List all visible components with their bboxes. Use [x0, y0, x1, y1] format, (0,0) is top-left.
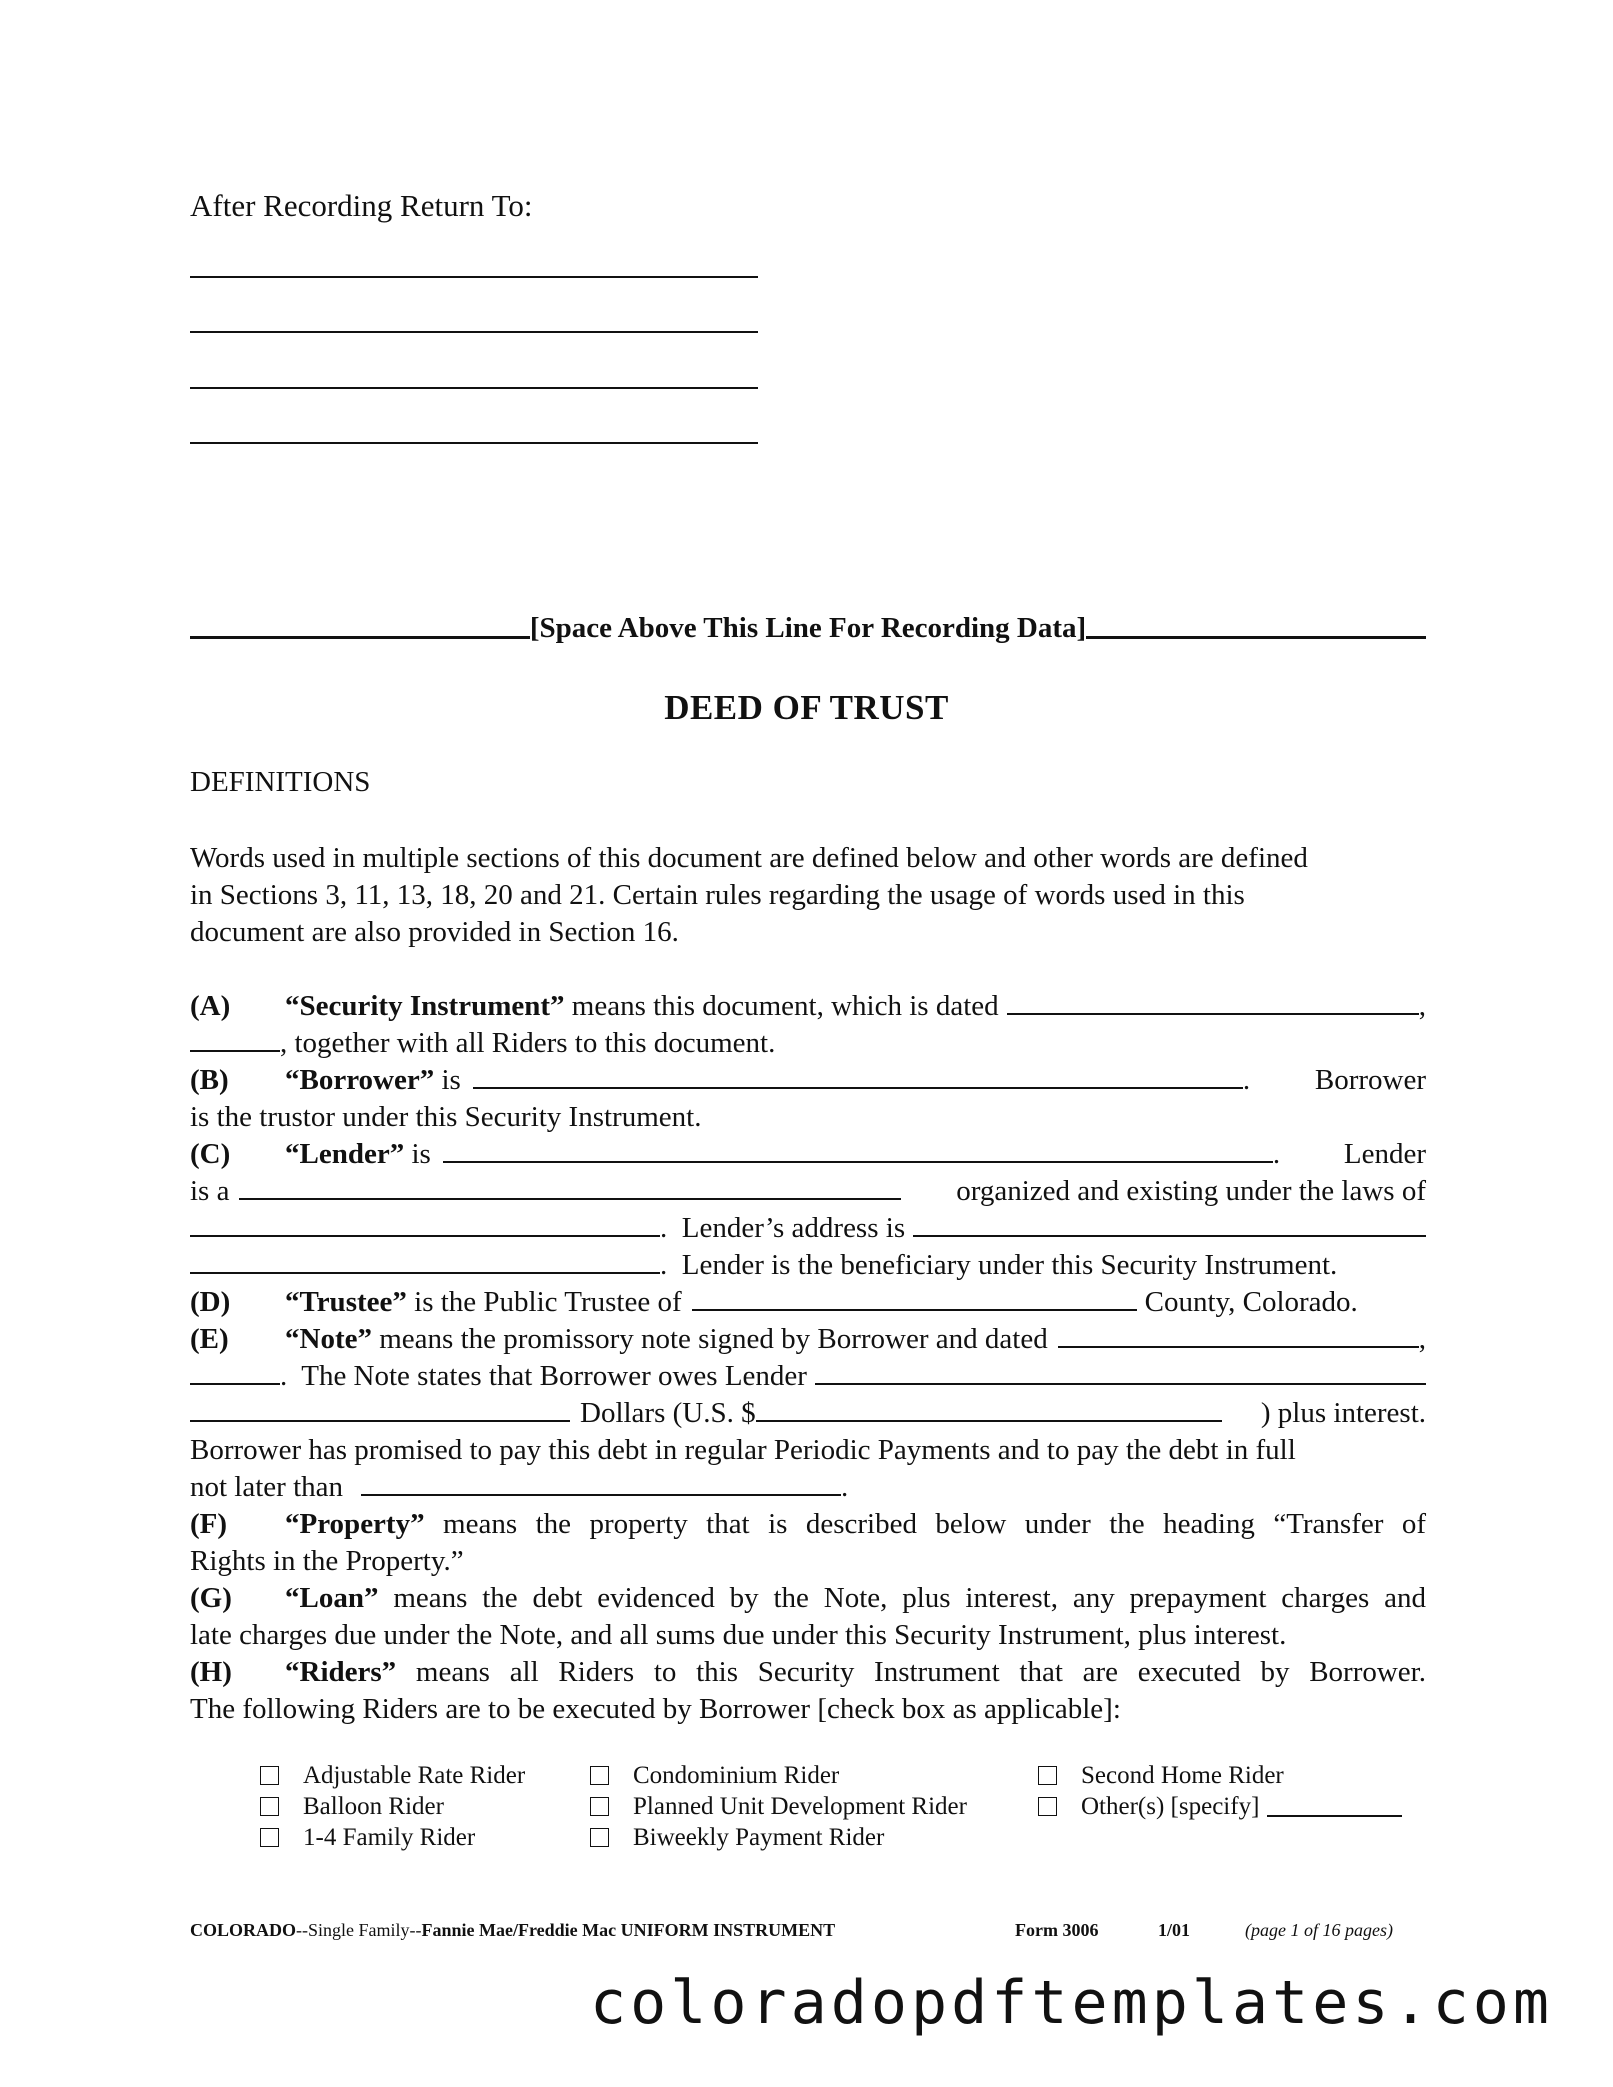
def-text: . Lender is the beneficiary under this Security Instrument.	[660, 1249, 1338, 1281]
def-text: is a	[190, 1175, 230, 1207]
borrower-name-blank[interactable]	[473, 1063, 1243, 1089]
def-term: “Borrower”	[285, 1064, 435, 1096]
def-term: “Trustee”	[285, 1286, 407, 1318]
return-address-line[interactable]	[190, 276, 758, 278]
recording-data-label: [Space Above This Line For Recording Data]	[529, 612, 1087, 644]
rider-option[interactable]	[1038, 1760, 1402, 1791]
def-c-line	[190, 1136, 1426, 1173]
def-text: means the promissory note signed by Borrower and dated	[371, 1323, 1048, 1355]
amount-words-blank[interactable]	[190, 1396, 570, 1422]
note-date-blank[interactable]	[1058, 1322, 1419, 1348]
def-label: (H)	[190, 1656, 232, 1688]
lender-jurisdiction-blank[interactable]	[190, 1211, 660, 1237]
date-blank[interactable]	[1007, 989, 1419, 1015]
county-blank[interactable]	[692, 1285, 1137, 1311]
lender-entity-type-blank[interactable]	[239, 1174, 901, 1200]
checkbox[interactable]	[260, 1828, 279, 1847]
checkbox[interactable]	[590, 1766, 609, 1785]
def-text: . The Note states that Borrower owes Lender	[280, 1360, 807, 1392]
def-text: organized and existing under the laws of	[956, 1175, 1426, 1207]
def-text: means all Riders to this Security Instrument that are executed by Borrower.	[396, 1656, 1426, 1688]
footer-form-number: Form 3006	[1015, 1920, 1099, 1940]
checkbox[interactable]	[590, 1828, 609, 1847]
document-title: DEED OF TRUST	[664, 688, 949, 727]
definitions-list	[190, 988, 1426, 1728]
def-term: “Riders”	[285, 1656, 397, 1688]
def-f-line: Rights in the Property.”	[190, 1545, 464, 1577]
def-e-line	[190, 1469, 1426, 1506]
def-f-line	[190, 1506, 1426, 1543]
rider-option[interactable]	[1038, 1791, 1402, 1822]
def-c-line	[190, 1173, 1426, 1210]
def-term: “Property”	[285, 1508, 425, 1540]
form-footer	[190, 1920, 1426, 1941]
footer-form-date: 1/01	[1158, 1920, 1191, 1940]
rider-label: Second Home Rider	[1081, 1762, 1284, 1789]
definitions-heading: DEFINITIONS	[190, 766, 371, 798]
checkbox[interactable]	[1038, 1797, 1057, 1816]
def-g-line	[190, 1580, 1426, 1617]
def-text: is	[434, 1064, 461, 1096]
riders-column	[260, 1760, 525, 1853]
def-term: “Security Instrument”	[285, 990, 565, 1022]
rider-option[interactable]	[260, 1822, 525, 1853]
separator-rule	[190, 636, 530, 639]
def-text: is the Public Trustee of	[406, 1286, 682, 1318]
intro-line: in Sections 3, 11, 13, 18, 20 and 21. Certain rules regarding the usage of words used in this	[190, 879, 1245, 911]
rider-label: Adjustable Rate Rider	[303, 1762, 526, 1789]
def-h-line: The following Riders are to be executed by Borrower [check box as applicable]:	[190, 1693, 1121, 1725]
lender-address-blank[interactable]	[913, 1211, 1426, 1237]
def-term: “Lender”	[285, 1138, 405, 1170]
rider-option[interactable]	[590, 1760, 967, 1791]
rider-option[interactable]	[260, 1791, 525, 1822]
return-address-line[interactable]	[190, 387, 758, 389]
def-text: means the property that is described below under the heading “Transfer of	[424, 1508, 1426, 1540]
def-text: ,	[1418, 990, 1426, 1022]
def-text: not later than	[190, 1471, 344, 1503]
def-text: Lender	[1343, 1138, 1426, 1170]
checkbox[interactable]	[1038, 1766, 1057, 1785]
def-text: is the trustor under this Security Instrument.	[190, 1101, 702, 1133]
rider-option[interactable]	[590, 1822, 967, 1853]
amount-dollars-blank[interactable]	[756, 1396, 1222, 1422]
return-to-label: After Recording Return To:	[190, 188, 533, 223]
def-term: “Note”	[285, 1323, 372, 1355]
rider-label: Other(s) [specify]	[1081, 1793, 1260, 1820]
def-label: (A)	[190, 990, 231, 1022]
def-text: Dollars (U.S. $	[580, 1397, 756, 1429]
rider-option[interactable]	[260, 1760, 525, 1791]
def-text: is	[404, 1138, 431, 1170]
site-watermark: coloradopdftemplates.com	[590, 1968, 1553, 2038]
note-year-blank[interactable]	[190, 1359, 280, 1385]
recording-data-separator	[190, 612, 1426, 645]
checkbox[interactable]	[260, 1797, 279, 1816]
def-term: “Loan”	[285, 1582, 379, 1614]
def-a-line	[190, 1025, 1426, 1062]
def-b-line	[190, 1099, 1426, 1136]
def-label: (D)	[190, 1286, 231, 1318]
lender-address-blank[interactable]	[190, 1248, 660, 1274]
def-e-line: Borrower has promised to pay this debt in regular Periodic Payments and to pay the debt in full	[190, 1434, 1296, 1466]
footer-publisher: Fannie Mae/Freddie Mac UNIFORM INSTRUMENT	[421, 1920, 836, 1940]
def-text: . Lender’s address is	[660, 1212, 906, 1244]
def-c-line	[190, 1247, 1426, 1284]
def-text: ,	[1418, 1323, 1426, 1355]
def-label: (F)	[190, 1508, 228, 1540]
intro-paragraph	[190, 840, 1426, 951]
year-blank[interactable]	[190, 1026, 280, 1052]
def-e-line	[190, 1321, 1426, 1358]
riders-column	[1038, 1760, 1402, 1822]
def-g-line: late charges due under the Note, and all sums due under this Security Instrument, plus interest.	[190, 1619, 1287, 1651]
return-address-line[interactable]	[190, 331, 758, 333]
amount-words-blank[interactable]	[815, 1359, 1426, 1385]
lender-name-blank[interactable]	[443, 1137, 1273, 1163]
def-h-line	[190, 1654, 1426, 1691]
def-d-line	[190, 1284, 1426, 1321]
riders-column	[590, 1760, 967, 1853]
def-label: (B)	[190, 1064, 229, 1096]
rider-label: Biweekly Payment Rider	[633, 1824, 885, 1851]
def-text: means this document, which is dated	[564, 990, 999, 1022]
def-label: (C)	[190, 1138, 231, 1170]
def-text: means the debt evidenced by the Note, plus interest, any prepayment charges and	[378, 1582, 1426, 1614]
def-e-line	[190, 1395, 1426, 1432]
def-text: .	[1242, 1064, 1251, 1096]
def-label: (G)	[190, 1582, 232, 1614]
checkbox[interactable]	[260, 1766, 279, 1785]
footer-state: COLORADO	[190, 1920, 297, 1940]
def-text: .	[841, 1471, 849, 1503]
def-text: ) plus interest.	[1260, 1397, 1426, 1429]
intro-line: document are also provided in Section 16.	[190, 916, 679, 948]
separator-rule	[1086, 636, 1426, 639]
rider-option[interactable]	[590, 1791, 967, 1822]
footer-page-count: (page 1 of 16 pages)	[1245, 1920, 1393, 1940]
def-text: .	[1272, 1138, 1281, 1170]
def-label: (E)	[190, 1323, 229, 1355]
def-text: County, Colorado.	[1144, 1286, 1358, 1318]
def-b-line	[190, 1062, 1426, 1099]
maturity-date-blank[interactable]	[361, 1470, 841, 1496]
intro-line: Words used in multiple sections of this document are defined below and other words are defined	[190, 842, 1308, 874]
rider-label: Balloon Rider	[303, 1793, 444, 1820]
checkbox[interactable]	[590, 1797, 609, 1816]
def-e-line	[190, 1358, 1426, 1395]
rider-label: 1-4 Family Rider	[303, 1824, 476, 1851]
rider-label: Planned Unit Development Rider	[633, 1793, 967, 1820]
return-address-line[interactable]	[190, 442, 758, 444]
def-text: , together with all Riders to this document.	[280, 1027, 776, 1059]
def-c-line	[190, 1210, 1426, 1247]
rider-label: Condominium Rider	[633, 1762, 840, 1789]
def-text: Borrower	[1314, 1064, 1426, 1096]
other-rider-blank[interactable]	[1267, 1797, 1402, 1817]
def-a-line	[190, 988, 1426, 1025]
footer-text: --Single Family--	[296, 1920, 422, 1940]
